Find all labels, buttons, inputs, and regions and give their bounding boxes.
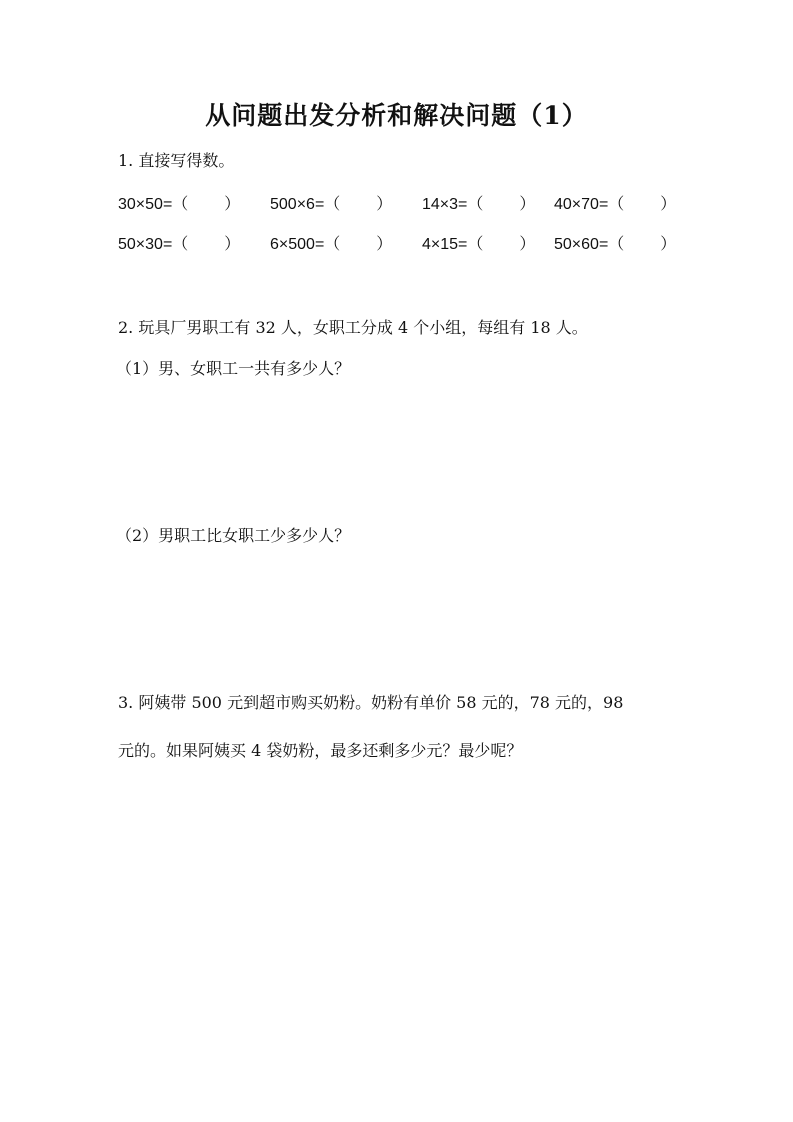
- calc-item: 30×50=（ ）: [118, 196, 241, 213]
- calc-item: 40×70=（ ）: [554, 196, 677, 213]
- calc-item: 4×15=（ ）: [422, 236, 536, 253]
- calc-row-1: [118, 191, 688, 213]
- question-1-heading: 1. 直接写得数。: [118, 151, 235, 170]
- calc-item: 50×30=（ ）: [118, 236, 241, 253]
- calc-item: 14×3=（ ）: [422, 196, 536, 213]
- question-2-heading: 2. 玩具厂男职工有 32 人，女职工分成 4 个小组，每组有 18 人。: [118, 318, 588, 337]
- question-2-part-1: （1）男、女职工一共有多少人？: [116, 359, 351, 378]
- question-3-line-1: 3. 阿姨带 500 元到超市购买奶粉。奶粉有单价 58 元的，78 元的，98: [118, 693, 624, 712]
- question-2-part-2: （2）男职工比女职工少多少人？: [116, 526, 351, 545]
- question-3-line-2: 元的。如果阿姨买 4 袋奶粉，最多还剩多少元？最少呢？: [118, 741, 523, 760]
- calc-item: 50×60=（ ）: [554, 236, 677, 253]
- calc-item: 500×6=（ ）: [270, 196, 393, 213]
- calc-item: 6×500=（ ）: [270, 236, 393, 253]
- page-title: 从问题出发分析和解决问题（1）: [205, 101, 588, 130]
- calc-row-2: [118, 231, 688, 253]
